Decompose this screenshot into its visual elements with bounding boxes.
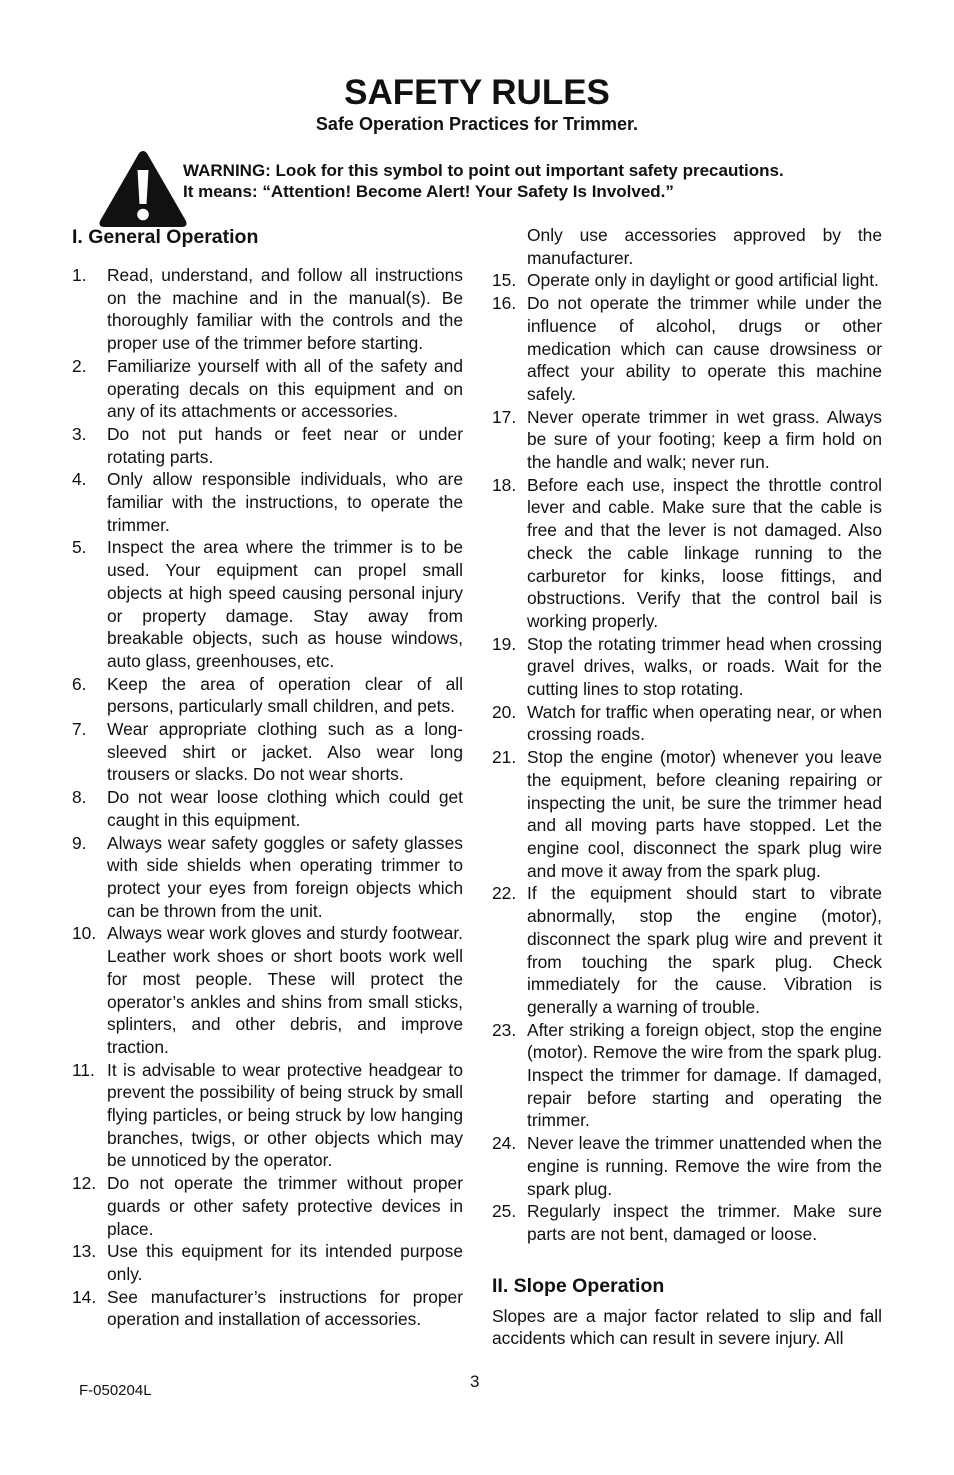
left-column [72,224,463,1331]
item-number: 5. [72,537,87,558]
warning-line-2: It means: “Attention! Become Alert! Your Safety Is Involved.” [183,182,674,201]
item-text: Do not wear loose clothing which could get caught in this equipment. [107,787,463,830]
list-item [72,718,463,786]
item-text: Stop the engine (motor) whenever you leave the equipment, before cleaning repairing or inspecting the unit, be sure the trimmer head and all moving parts have stopped. Let the engine cool, disconnect the spark plug wire and move it away from the spark plug. [527,747,882,881]
item-text: Familiarize yourself with all of the safety and operating decals on this equipment and on any of its attachments or accessories. [107,355,463,422]
list-item [492,1200,882,1245]
right-column [492,224,882,1350]
list-item [72,1286,463,1331]
list-item [492,746,882,882]
page-subtitle: Safe Operation Practices for Trimmer. [315,114,639,134]
slope-operation-text: Slopes are a major factor related to slip and fall accidents which can result in severe injury. All [492,1305,882,1349]
item-text: Read, understand, and follow all instructions on the machine and in the manual(s). Be thoroughly familiar with the controls and the proper use of the trimmer before starting. [107,265,463,354]
item-number: 4. [72,469,87,490]
list-item [72,264,463,355]
item-text: Do not operate the trimmer without proper guards or other safety protective devices in place. [107,1173,463,1239]
item-text: Regularly inspect the trimmer. Make sure parts are not bent, damaged or loose. [527,1201,882,1244]
item-number: 11. [72,1059,95,1080]
item-number: 15. [492,270,517,291]
general-operation-heading: I. General Operation [72,226,259,248]
item-number: 6. [72,673,87,694]
item-text: If the equipment should start to vibrate abnormally, stop the engine (motor), disconnect the spark plug wire and prevent it from touching the spark plug. Check immediately for the cause. Vibration is generally a warning of trouble. [527,883,882,1017]
list-item [72,1240,463,1285]
list-item [72,468,463,536]
item-number: 23. [492,1019,517,1040]
warning-line-1: WARNING: Look for this symbol to point out important safety precautions. [183,161,784,180]
list-item [72,1172,463,1240]
item-number: 8. [72,787,87,808]
item-number: 18. [492,474,517,495]
page-title: SAFETY RULES [344,73,610,112]
list-item [72,423,463,468]
item-text: Before each use, inspect the throttle control lever and cable. Make sure that the cable is free and that the lever is not damaged. Also check the cable linkage running to the carburetor for kinks, loose fittings, and obstructions. Verify that the control bail is working properly. [527,474,882,631]
item-text: It is advisable to wear protective headgear to prevent the possibility of being struck by small flying particles, or being struck by low hanging branches, twigs, or other objects which may be unnoticed by the operator. [107,1059,463,1171]
item-number: 24. [492,1133,517,1154]
item-number: 19. [492,633,517,654]
list-item [492,633,882,701]
list-item [492,882,882,1018]
item-number: 3. [72,423,87,444]
list-item [492,474,882,633]
list-item [492,406,882,474]
list-item [492,1132,882,1200]
list-item [72,355,463,423]
item-number: 12. [72,1173,97,1194]
item-text: Wear appropriate clothing such as a long-sleeved shirt or jacket. Also wear long trousers or slacks. Do not wear shorts. [107,719,463,785]
list-item [72,673,463,718]
general-rules-list-left [72,264,463,1331]
item-number: 21. [492,747,517,768]
list-item [492,701,882,746]
item-text: Always wear safety goggles or safety glasses with side shields when operating trimmer to protect your eyes from foreign objects which can be thrown from the unit. [107,832,463,921]
item-number: 16. [492,293,517,314]
item-text: Never leave the trimmer unattended when the engine is running. Remove the wire from the spark plug. [527,1133,882,1199]
item-text: Stop the rotating trimmer head when crossing gravel drives, walks, or roads. Wait for the cutting lines to stop rotating. [527,633,882,700]
general-rules-list-right [492,269,882,1245]
list-item [492,292,882,406]
item-text: Only allow responsible individuals, who are familiar with the instructions, to operate the trimmer. [107,469,463,535]
item-text: Always wear work gloves and sturdy footwear. Leather work shoes or short boots work well for most people. These will protect the operator’s ankles and shins from small sticks, splinters, and other debris, and improve traction. [107,923,463,1057]
list-item [72,536,463,672]
item-text: After striking a foreign object, stop the engine (motor). Remove the wire from the spark plug. Inspect the trimmer for damage. If damaged, repair before starting and operating the trimmer. [527,1019,882,1131]
item-text: Inspect the area where the trimmer is to be used. Your equipment can propel small objects at high speed causing personal injury or property damage. Stay away from breakable objects, such as house windows, auto glass, greenhouses, etc. [107,537,463,671]
item-number: 14. [72,1286,97,1307]
item-text: Use this equipment for its intended purpose only. [107,1241,463,1284]
item-number: 17. [492,406,517,427]
item-text: See manufacturer’s instructions for proper operation and installation of accessories. [107,1286,463,1330]
item-number: 22. [492,883,517,904]
item-text: Keep the area of operation clear of all persons, particularly small children, and pets. [107,673,463,717]
item-number: 25. [492,1201,517,1222]
item-number: 10. [72,923,97,944]
slope-operation-heading: II. Slope Operation [492,1274,665,1297]
document-code: F-050204L [79,1382,152,1399]
item-text: Watch for traffic when operating near, or when crossing roads. [527,701,882,745]
list-item [72,922,463,1058]
page-number: 3 [470,1372,480,1391]
item-number: 7. [72,719,87,740]
item-number: 1. [72,265,87,285]
list-item [72,832,463,923]
item-number: 9. [72,832,87,853]
item-text: Do not operate the trimmer while under the influence of alcohol, drugs or other medication which can cause drowsiness or affect your ability to operate this machine safely. [527,293,882,404]
list-item [492,269,882,292]
list-item [72,1059,463,1173]
item-text: Never operate trimmer in wet grass. Always be sure of your footing; keep a firm hold on the handle and walk; never run. [527,406,882,473]
warning-exclamation-triangle-icon [97,148,189,230]
item-number: 2. [72,355,87,376]
warning-text [183,160,883,202]
item-text: Operate only in daylight or good artificial light. [527,270,879,291]
list-item [72,786,463,831]
item-number: 20. [492,701,517,722]
item-14-continued: Only use accessories approved by the manufacturer. [527,225,882,268]
item-text: Do not put hands or feet near or under rotating parts. [107,423,463,467]
list-item [492,1019,882,1133]
item-number: 13. [72,1241,97,1262]
